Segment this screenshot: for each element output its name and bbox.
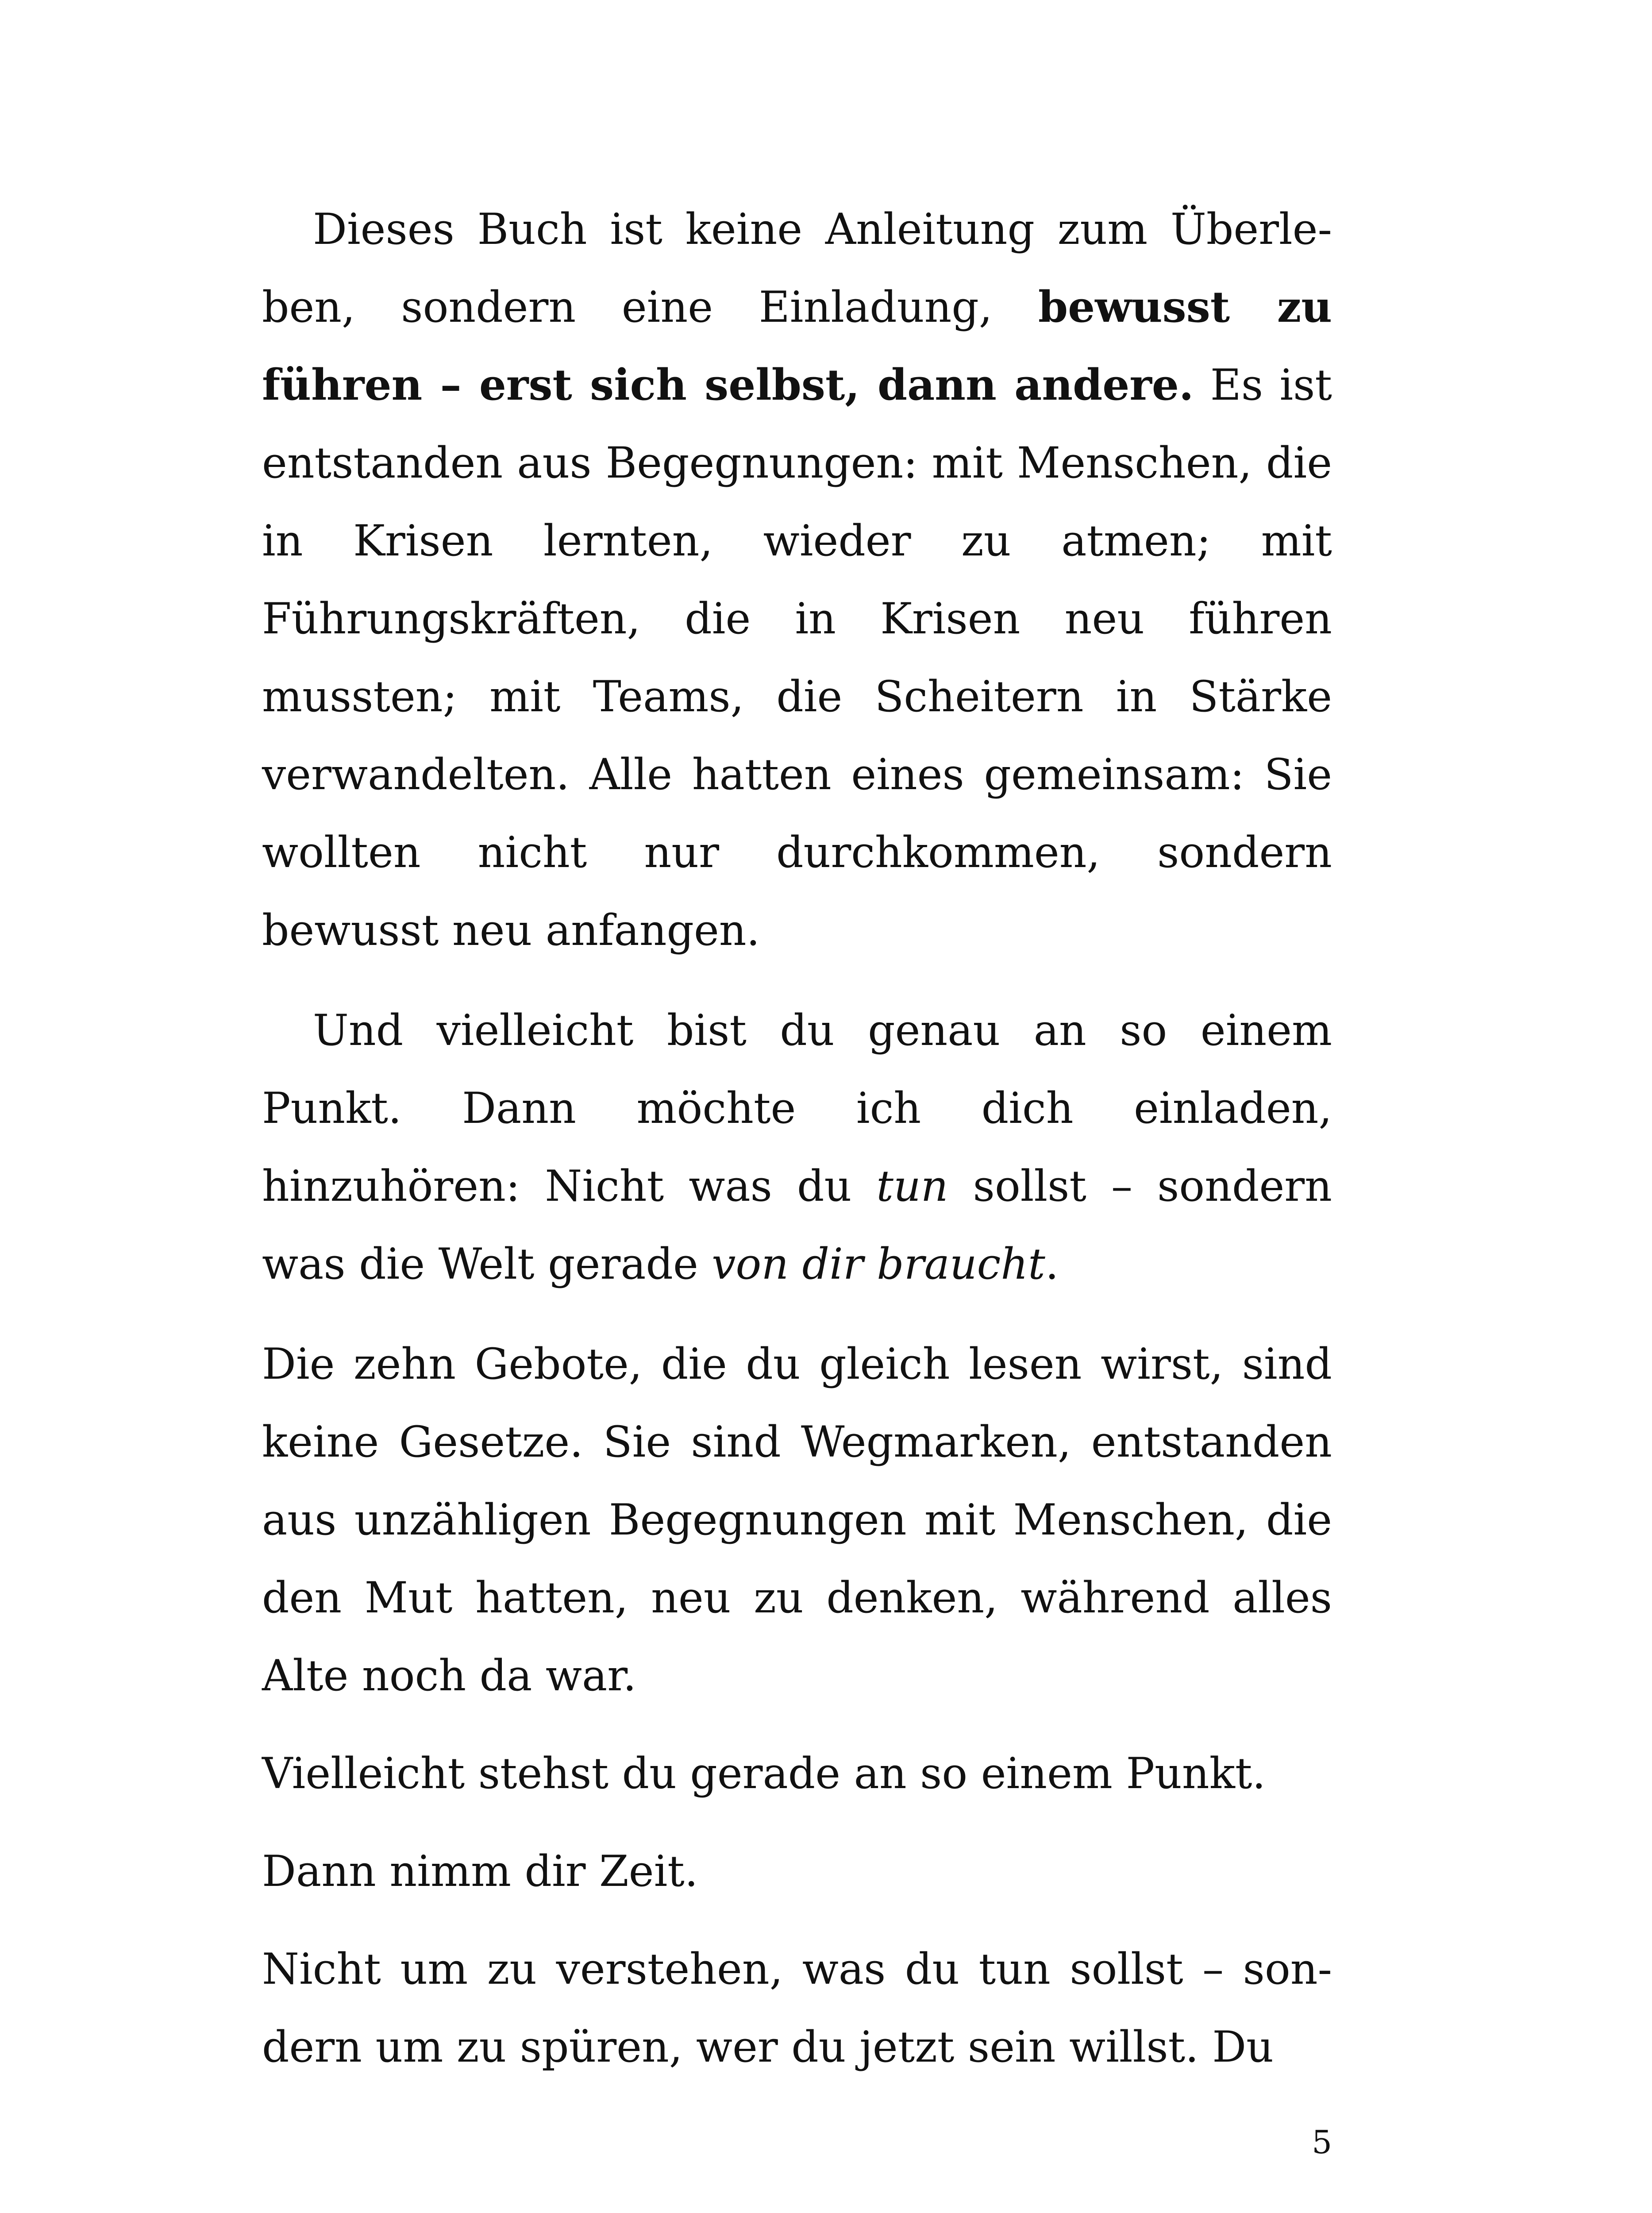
paragraph-intro bbox=[262, 190, 1332, 969]
paragraph-invitation-text-2: sollst – sondern was die Welt gerade bbox=[262, 1161, 1332, 1289]
body-text bbox=[262, 190, 1332, 2086]
paragraph-intro-bold: bewusst zu führen – erst sich selbst, dann andere. bbox=[262, 282, 1332, 410]
paragraph-time: Dann nimm dir Zeit. bbox=[262, 1847, 698, 1896]
paragraph-intro-text-end: Es ist entstanden aus Begegnungen: mit Menschen, die in Krisen lernten, wieder zu atmen; mit Führungskräften, die in Krisen neu führen mussten; mit Teams, die Scheitern in Stärke verwandelten. Alle hatten eines gemeinsam: Sie wollten nicht nur durchkommen, sondern bewusst neu anfangen. bbox=[262, 360, 1332, 955]
paragraph-invitation-text-3: . bbox=[1045, 1239, 1059, 1289]
page-number: 5 bbox=[1312, 2124, 1332, 2161]
paragraph-invitation bbox=[262, 991, 1332, 1303]
paragraph-understand: Nicht um zu verstehen, was du tun sollst – sondern um zu spüren, wer du jetzt sein willst. Du bbox=[262, 1944, 1332, 2072]
paragraph-point: Vielleicht stehst du gerade an so einem Punkt. bbox=[262, 1749, 1266, 1798]
paragraph-intro-text-start: Dieses Buch ist keine Anleitung zum Überleben, sondern eine Einladung, bbox=[262, 204, 1332, 332]
paragraph-commandments: Die zehn Gebote, die du gleich lesen wirst, sind keine Gesetze. Sie sind Wegmarken, entstanden aus unzähligen Begegnungen mit Menschen, die den Mut hatten, neu zu denken, während alles Alte noch da war. bbox=[262, 1339, 1332, 1700]
paragraph-invitation-italic-2: von dir braucht bbox=[712, 1239, 1045, 1289]
paragraph-invitation-italic-1: tun bbox=[876, 1161, 948, 1211]
paragraph-invitation-text-1: Und vielleicht bist du genau an so einem Punkt. Dann möchte ich dich einladen, hinzuhören: Nicht was du bbox=[262, 1006, 1332, 1211]
